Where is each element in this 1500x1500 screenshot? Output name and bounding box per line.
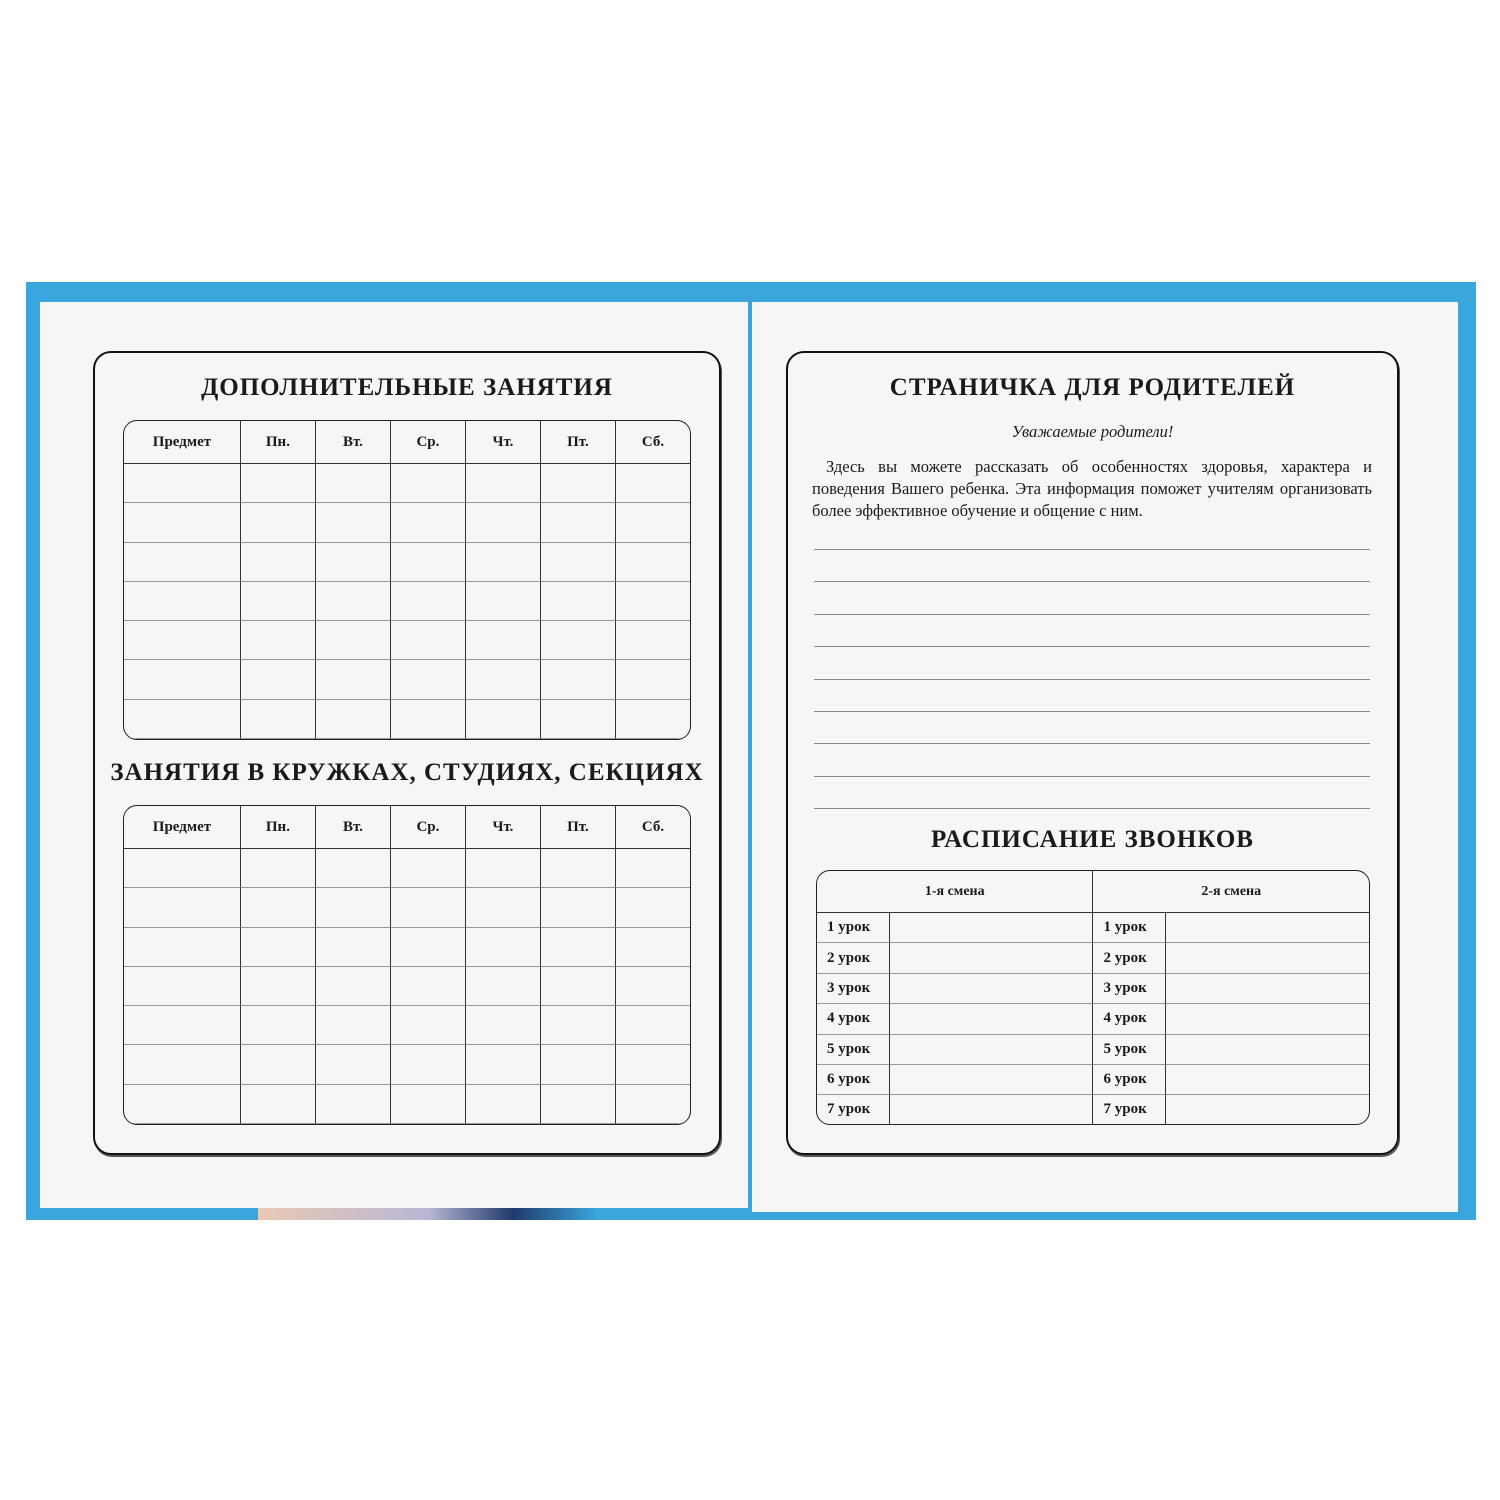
column-header: Пт.	[541, 806, 616, 849]
entry-cell[interactable]	[616, 1045, 690, 1084]
entry-cell[interactable]	[241, 543, 316, 582]
table-row	[124, 543, 690, 582]
lesson-label: 7 урок	[1093, 1095, 1166, 1124]
lesson-label: 3 урок	[817, 974, 890, 1004]
bells-title: РАСПИСАНИЕ ЗВОНКОВ	[931, 826, 1254, 853]
entry-cell[interactable]	[124, 660, 241, 699]
time-cell[interactable]	[890, 1004, 1094, 1034]
writing-line[interactable]	[814, 776, 1370, 777]
column-header: Сб.	[616, 421, 690, 464]
entry-cell[interactable]	[391, 967, 466, 1006]
column-header: Предмет	[124, 421, 241, 464]
entry-cell[interactable]	[241, 660, 316, 699]
time-cell[interactable]	[890, 943, 1094, 973]
entry-cell[interactable]	[316, 464, 391, 503]
entry-cell[interactable]	[124, 582, 241, 621]
table-row	[817, 974, 1369, 1004]
lesson-label: 6 урок	[817, 1065, 890, 1095]
time-cell[interactable]	[1166, 913, 1369, 943]
entry-cell[interactable]	[391, 582, 466, 621]
entry-cell[interactable]	[616, 888, 690, 927]
entry-cell[interactable]	[241, 888, 316, 927]
entry-cell[interactable]	[541, 967, 616, 1006]
table-row	[124, 849, 690, 888]
column-header: Вт.	[316, 806, 391, 849]
greeting: Уважаемые родители!	[1011, 422, 1174, 441]
entry-cell[interactable]	[541, 928, 616, 967]
time-cell[interactable]	[890, 1065, 1094, 1095]
table-row	[124, 1006, 690, 1045]
column-header: Сб.	[616, 806, 690, 849]
entry-cell[interactable]	[466, 582, 541, 621]
entry-cell[interactable]	[541, 543, 616, 582]
entry-cell[interactable]	[241, 928, 316, 967]
entry-cell[interactable]	[391, 464, 466, 503]
entry-cell[interactable]	[316, 1006, 391, 1045]
entry-cell[interactable]	[541, 582, 616, 621]
entry-cell[interactable]	[391, 1006, 466, 1045]
writing-line[interactable]	[814, 743, 1370, 744]
entry-cell[interactable]	[616, 543, 690, 582]
column-header: Чт.	[466, 421, 541, 464]
table-row	[124, 1085, 690, 1124]
time-cell[interactable]	[890, 1035, 1094, 1065]
table-row	[124, 967, 690, 1006]
entry-cell[interactable]	[466, 849, 541, 888]
table-row	[124, 660, 690, 699]
entry-cell[interactable]	[616, 928, 690, 967]
column-header: Пт.	[541, 421, 616, 464]
writing-line[interactable]	[814, 549, 1370, 550]
entry-cell[interactable]	[124, 464, 241, 503]
lesson-label: 2 урок	[817, 943, 890, 973]
table-row	[817, 1004, 1369, 1034]
lesson-label: 5 урок	[1093, 1035, 1166, 1065]
entry-cell[interactable]	[316, 503, 391, 542]
entry-cell[interactable]	[316, 928, 391, 967]
entry-cell[interactable]	[241, 849, 316, 888]
entry-cell[interactable]	[616, 621, 690, 660]
entry-cell[interactable]	[466, 1006, 541, 1045]
entry-cell[interactable]	[616, 1006, 690, 1045]
entry-cell[interactable]	[316, 1045, 391, 1084]
entry-cell[interactable]	[391, 888, 466, 927]
entry-cell[interactable]	[241, 503, 316, 542]
table-row	[817, 913, 1369, 943]
entry-cell[interactable]	[616, 967, 690, 1006]
entry-cell[interactable]	[391, 928, 466, 967]
entry-cell[interactable]	[541, 700, 616, 739]
table-row	[124, 582, 690, 621]
entry-cell[interactable]	[466, 1085, 541, 1124]
entry-cell[interactable]	[541, 464, 616, 503]
entry-cell[interactable]	[466, 543, 541, 582]
entry-cell[interactable]	[241, 582, 316, 621]
entry-cell[interactable]	[316, 888, 391, 927]
entry-cell[interactable]	[124, 888, 241, 927]
lesson-label: 3 урок	[1093, 974, 1166, 1004]
table-row	[124, 700, 690, 739]
entry-cell[interactable]	[616, 582, 690, 621]
entry-cell[interactable]	[541, 1045, 616, 1084]
entry-cell[interactable]	[466, 621, 541, 660]
entry-cell[interactable]	[391, 621, 466, 660]
lesson-label: 6 урок	[1093, 1065, 1166, 1095]
entry-cell[interactable]	[541, 888, 616, 927]
table-row	[124, 621, 690, 660]
time-cell[interactable]	[1166, 1035, 1369, 1065]
entry-cell[interactable]	[391, 849, 466, 888]
entry-cell[interactable]	[241, 967, 316, 1006]
time-cell[interactable]	[1166, 1065, 1369, 1095]
entry-cell[interactable]	[541, 1085, 616, 1124]
entry-cell[interactable]	[124, 967, 241, 1006]
shift-header: 2-я смена	[1093, 871, 1369, 913]
entry-cell[interactable]	[316, 543, 391, 582]
table-row	[817, 943, 1369, 973]
entry-cell[interactable]	[316, 849, 391, 888]
entry-cell[interactable]	[241, 621, 316, 660]
entry-cell[interactable]	[616, 503, 690, 542]
extra-classes-table	[123, 420, 691, 740]
writing-line[interactable]	[814, 808, 1370, 809]
writing-line[interactable]	[814, 581, 1370, 582]
entry-cell[interactable]	[124, 849, 241, 888]
time-cell[interactable]	[1166, 1004, 1369, 1034]
entry-cell[interactable]	[466, 928, 541, 967]
time-cell[interactable]	[1166, 1095, 1369, 1124]
time-cell[interactable]	[890, 974, 1094, 1004]
time-cell[interactable]	[890, 1095, 1094, 1124]
time-cell[interactable]	[1166, 974, 1369, 1004]
table-row	[124, 464, 690, 503]
shift-header: 1-я смена	[817, 871, 1093, 913]
entry-cell[interactable]	[391, 660, 466, 699]
entry-cell[interactable]	[466, 888, 541, 927]
lesson-label: 1 урок	[817, 913, 890, 943]
entry-cell[interactable]	[241, 1006, 316, 1045]
lesson-label: 4 урок	[1093, 1004, 1166, 1034]
column-header: Вт.	[316, 421, 391, 464]
entry-cell[interactable]	[466, 660, 541, 699]
entry-cell[interactable]	[541, 849, 616, 888]
entry-cell[interactable]	[616, 700, 690, 739]
writing-line[interactable]	[814, 711, 1370, 712]
entry-cell[interactable]	[241, 1045, 316, 1084]
entry-cell[interactable]	[466, 700, 541, 739]
table-row	[124, 928, 690, 967]
entry-cell[interactable]	[316, 967, 391, 1006]
entry-cell[interactable]	[391, 1085, 466, 1124]
extra-classes-title: ДОПОЛНИТЕЛЬНЫЕ ЗАНЯТИЯ	[201, 374, 613, 401]
table-row	[817, 1035, 1369, 1065]
clubs-table	[123, 805, 691, 1125]
table-row	[124, 1045, 690, 1084]
entry-cell[interactable]	[616, 464, 690, 503]
entry-cell[interactable]	[391, 503, 466, 542]
entry-cell[interactable]	[316, 582, 391, 621]
entry-cell[interactable]	[124, 1006, 241, 1045]
entry-cell[interactable]	[124, 543, 241, 582]
column-header: Пн.	[241, 806, 316, 849]
entry-cell[interactable]	[616, 660, 690, 699]
entry-cell[interactable]	[124, 700, 241, 739]
entry-cell[interactable]	[241, 1085, 316, 1124]
entry-cell[interactable]	[391, 543, 466, 582]
entry-cell[interactable]	[466, 967, 541, 1006]
clubs-title: ЗАНЯТИЯ В КРУЖКАХ, СТУДИЯХ, СЕКЦИЯХ	[110, 759, 704, 786]
lesson-label: 7 урок	[817, 1095, 890, 1124]
entry-cell[interactable]	[124, 503, 241, 542]
entry-cell[interactable]	[466, 503, 541, 542]
parents-page-title: СТРАНИЧКА ДЛЯ РОДИТЕЛЕЙ	[889, 374, 1296, 401]
entry-cell[interactable]	[616, 849, 690, 888]
table-row	[124, 888, 690, 927]
entry-cell[interactable]	[541, 1006, 616, 1045]
entry-cell[interactable]	[124, 1085, 241, 1124]
bell-schedule-table	[816, 870, 1370, 1125]
lesson-label: 2 урок	[1093, 943, 1166, 973]
entry-cell[interactable]	[541, 660, 616, 699]
writing-line[interactable]	[814, 646, 1370, 647]
entry-cell[interactable]	[541, 621, 616, 660]
entry-cell[interactable]	[316, 700, 391, 739]
column-header: Чт.	[466, 806, 541, 849]
entry-cell[interactable]	[316, 621, 391, 660]
entry-cell[interactable]	[316, 660, 391, 699]
writing-line[interactable]	[814, 614, 1370, 615]
column-header: Предмет	[124, 806, 241, 849]
column-header: Ср.	[391, 806, 466, 849]
entry-cell[interactable]	[124, 1045, 241, 1084]
column-header: Пн.	[241, 421, 316, 464]
parents-paragraph: Здесь вы можете рассказать об особенностях здоровья, характера и поведения Вашего ребенка. Эта информация поможет учителям организовать более эффективное обучение и общение с ним.	[812, 457, 1372, 520]
entry-cell[interactable]	[391, 1045, 466, 1084]
lesson-label: 4 урок	[817, 1004, 890, 1034]
entry-cell[interactable]	[124, 928, 241, 967]
entry-cell[interactable]	[541, 503, 616, 542]
entry-cell[interactable]	[616, 1085, 690, 1124]
entry-cell[interactable]	[391, 700, 466, 739]
entry-cell[interactable]	[466, 464, 541, 503]
entry-cell[interactable]	[466, 1045, 541, 1084]
table-row	[817, 1065, 1369, 1095]
table-row	[817, 1095, 1369, 1124]
time-cell[interactable]	[1166, 943, 1369, 973]
writing-line[interactable]	[814, 679, 1370, 680]
column-header: Ср.	[391, 421, 466, 464]
table-row	[124, 503, 690, 542]
entry-cell[interactable]	[316, 1085, 391, 1124]
lesson-label: 5 урок	[817, 1035, 890, 1065]
lesson-label: 1 урок	[1093, 913, 1166, 943]
time-cell[interactable]	[890, 913, 1094, 943]
entry-cell[interactable]	[124, 621, 241, 660]
entry-cell[interactable]	[241, 464, 316, 503]
entry-cell[interactable]	[241, 700, 316, 739]
